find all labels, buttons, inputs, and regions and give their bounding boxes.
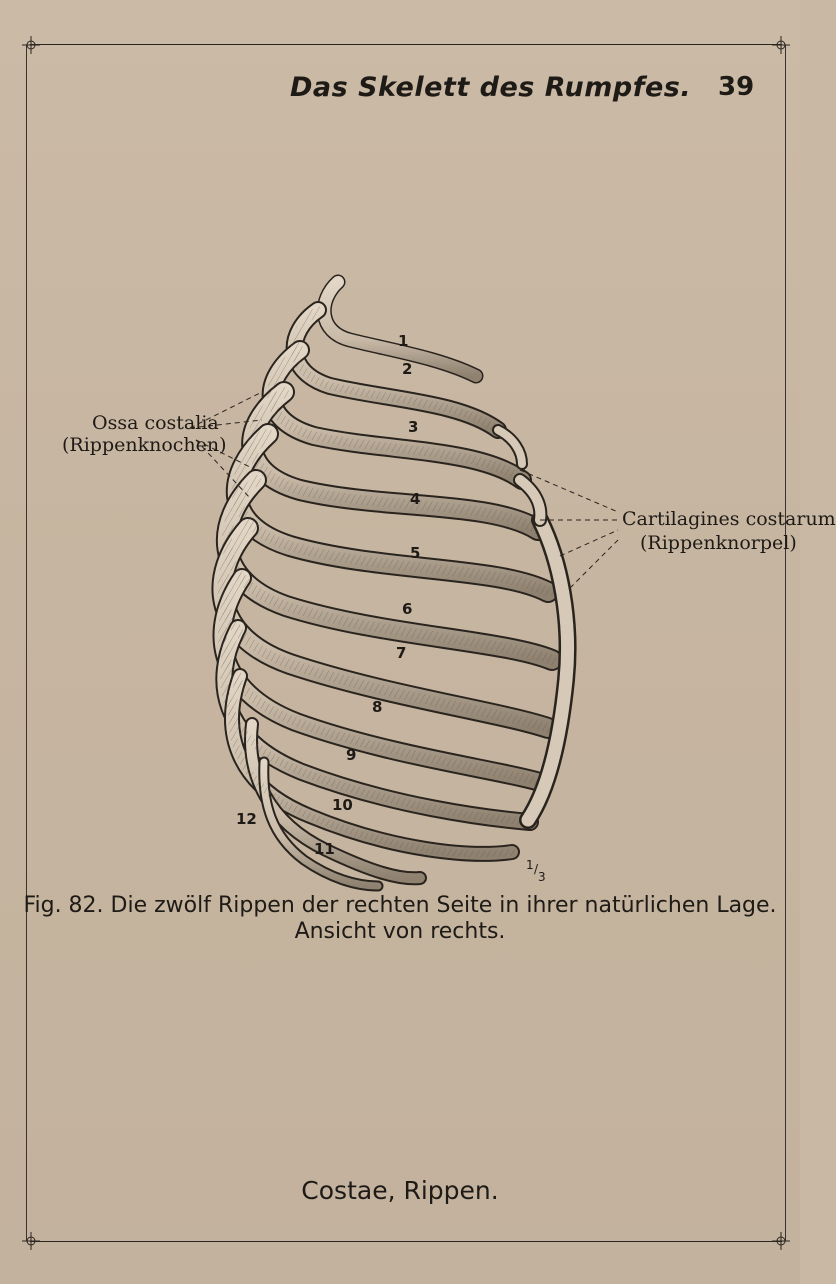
caption-line-1: Fig. 82. Die zwölf Rippen der rechten Seite in ihrer natürlichen Lage. bbox=[23, 893, 777, 918]
label-cartilagines-costarum: Cartilagines costarum bbox=[622, 508, 836, 530]
rib-number-3: 3 bbox=[408, 418, 419, 436]
rib-number-7: 7 bbox=[396, 644, 407, 662]
label-rippenknochen: (Rippenknochen) bbox=[62, 434, 227, 456]
running-head bbox=[0, 72, 800, 112]
scale-denominator: 3 bbox=[538, 870, 546, 884]
rib-figure bbox=[0, 250, 836, 900]
rib-number-1: 1 bbox=[398, 332, 409, 350]
crop-mark-bottom-right-icon bbox=[772, 1232, 790, 1250]
rib-number-9: 9 bbox=[346, 746, 357, 764]
scale-numerator: 1 bbox=[526, 858, 534, 872]
rib-number-2: 2 bbox=[402, 360, 413, 378]
rib-number-6: 6 bbox=[402, 600, 413, 618]
rib-number-4: 4 bbox=[410, 490, 421, 508]
rib-number-5: 5 bbox=[410, 544, 421, 562]
rib-number-12: 12 bbox=[236, 810, 257, 828]
label-ossa-costalia: Ossa costalia bbox=[92, 412, 219, 434]
crop-mark-top-right-icon bbox=[772, 36, 790, 54]
rib-number-10: 10 bbox=[332, 796, 353, 814]
scale-slash: / bbox=[534, 862, 539, 876]
figure-caption bbox=[0, 893, 800, 945]
running-title: Das Skelett des Rumpfes. bbox=[290, 72, 692, 103]
rib-number-11: 11 bbox=[314, 840, 335, 858]
costal-cartilages bbox=[498, 430, 568, 820]
caption-line-2: Ansicht von rechts. bbox=[294, 919, 506, 944]
label-rippenknorpel: (Rippenknorpel) bbox=[640, 532, 797, 554]
page-number: 39 bbox=[718, 72, 755, 102]
crop-mark-top-left-icon bbox=[22, 36, 40, 54]
crop-mark-bottom-left-icon bbox=[22, 1232, 40, 1250]
rib-number-8: 8 bbox=[372, 698, 383, 716]
footer-title: Costae, Rippen. bbox=[301, 1176, 499, 1205]
